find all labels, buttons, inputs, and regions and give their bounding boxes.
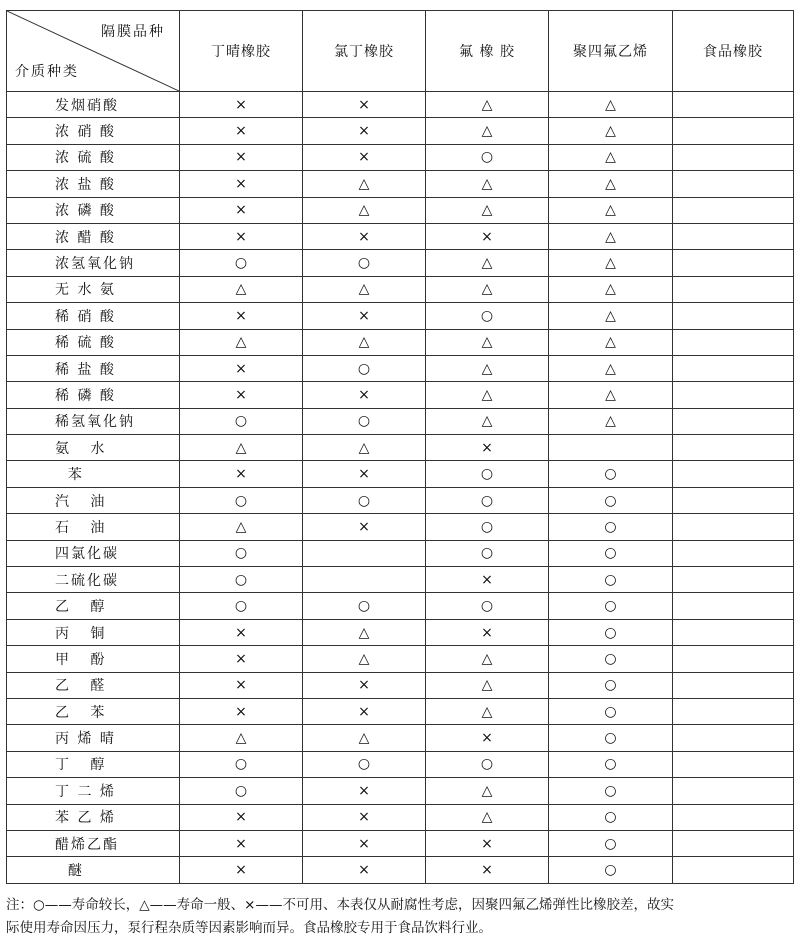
rating-cell: △ <box>549 355 673 381</box>
column-header: 氯丁橡胶 <box>303 11 426 92</box>
rating-cell: ○ <box>426 593 549 619</box>
rating-cell: △ <box>426 672 549 698</box>
rating-cell: × <box>303 672 426 698</box>
rating-cell: △ <box>303 435 426 461</box>
table-row <box>7 698 794 724</box>
rating-cell: ○ <box>549 830 673 856</box>
table-row <box>7 329 794 355</box>
table-row <box>7 171 794 197</box>
rating-cell: △ <box>426 92 549 118</box>
rating-cell: △ <box>303 646 426 672</box>
rating-cell: × <box>180 672 303 698</box>
medium-cell: 丙 铜 <box>7 619 180 645</box>
rating-cell <box>673 250 794 276</box>
rating-cell: × <box>180 92 303 118</box>
rating-cell: × <box>180 118 303 144</box>
medium-cell: 稀 硫 酸 <box>7 329 180 355</box>
rating-cell <box>673 487 794 513</box>
rating-cell: ○ <box>303 408 426 434</box>
medium-cell: 浓 硫 酸 <box>7 144 180 170</box>
table-row <box>7 857 794 883</box>
rating-cell: △ <box>303 725 426 751</box>
rating-cell <box>673 830 794 856</box>
table-row <box>7 303 794 329</box>
rating-cell: × <box>303 778 426 804</box>
table-row <box>7 118 794 144</box>
rating-cell: × <box>303 223 426 249</box>
medium-cell: 石 油 <box>7 514 180 540</box>
column-header: 丁晴橡胶 <box>180 11 303 92</box>
rating-cell: ○ <box>549 646 673 672</box>
rating-cell <box>673 778 794 804</box>
rating-cell <box>549 435 673 461</box>
medium-cell: 浓 硝 酸 <box>7 118 180 144</box>
table-row <box>7 408 794 434</box>
rating-cell: ○ <box>426 487 549 513</box>
medium-cell: 汽 油 <box>7 487 180 513</box>
rating-cell: △ <box>549 250 673 276</box>
rating-cell: △ <box>549 92 673 118</box>
rating-cell: × <box>180 197 303 223</box>
rating-cell <box>673 540 794 566</box>
table-row <box>7 276 794 302</box>
medium-cell: 醋烯乙酯 <box>7 830 180 856</box>
column-header: 聚四氟乙烯 <box>549 11 673 92</box>
table-row <box>7 619 794 645</box>
rating-cell <box>673 408 794 434</box>
medium-cell: 浓 盐 酸 <box>7 171 180 197</box>
rating-cell: ○ <box>180 567 303 593</box>
rating-cell <box>673 382 794 408</box>
corner-bottom-label: 介质种类 <box>15 64 79 80</box>
footnote <box>6 894 796 940</box>
rating-cell: × <box>303 830 426 856</box>
rating-cell <box>673 276 794 302</box>
rating-cell: ○ <box>303 355 426 381</box>
rating-cell: ○ <box>549 857 673 883</box>
medium-cell: 乙 醇 <box>7 593 180 619</box>
table-row <box>7 197 794 223</box>
rating-cell: △ <box>426 355 549 381</box>
rating-cell: △ <box>180 435 303 461</box>
rating-cell: △ <box>180 725 303 751</box>
rating-cell: ○ <box>303 487 426 513</box>
rating-cell: △ <box>180 276 303 302</box>
rating-cell <box>673 646 794 672</box>
compatibility-table <box>6 10 794 884</box>
rating-cell: ○ <box>549 778 673 804</box>
rating-cell: ○ <box>180 751 303 777</box>
table-row <box>7 514 794 540</box>
rating-cell: ○ <box>180 593 303 619</box>
rating-cell: × <box>180 382 303 408</box>
rating-cell <box>673 223 794 249</box>
table-row <box>7 725 794 751</box>
table-row <box>7 223 794 249</box>
rating-cell: △ <box>426 804 549 830</box>
rating-cell <box>673 857 794 883</box>
rating-cell: × <box>180 461 303 487</box>
rating-cell <box>673 197 794 223</box>
rating-cell: ○ <box>426 751 549 777</box>
rating-cell <box>673 725 794 751</box>
table-row <box>7 778 794 804</box>
rating-cell: × <box>180 804 303 830</box>
rating-cell <box>673 804 794 830</box>
rating-cell: × <box>180 355 303 381</box>
table-body <box>7 92 794 884</box>
rating-cell: △ <box>426 197 549 223</box>
rating-cell: △ <box>426 382 549 408</box>
rating-cell <box>673 593 794 619</box>
rating-cell <box>673 435 794 461</box>
rating-cell: △ <box>549 197 673 223</box>
rating-cell: △ <box>426 408 549 434</box>
rating-cell: × <box>180 857 303 883</box>
table-row <box>7 487 794 513</box>
rating-cell: × <box>303 804 426 830</box>
table-row <box>7 672 794 698</box>
table-row <box>7 92 794 118</box>
medium-cell: 浓 磷 酸 <box>7 197 180 223</box>
rating-cell: ○ <box>426 303 549 329</box>
medium-cell: 浓 醋 酸 <box>7 223 180 249</box>
medium-cell: 二硫化碳 <box>7 567 180 593</box>
table-row <box>7 830 794 856</box>
rating-cell: × <box>180 830 303 856</box>
rating-cell <box>673 698 794 724</box>
rating-cell: ○ <box>549 619 673 645</box>
rating-cell: × <box>303 461 426 487</box>
rating-cell <box>673 92 794 118</box>
rating-cell: △ <box>426 276 549 302</box>
rating-cell: ○ <box>426 514 549 540</box>
medium-cell: 稀 硝 酸 <box>7 303 180 329</box>
rating-cell <box>673 514 794 540</box>
rating-cell: ○ <box>426 461 549 487</box>
table-row <box>7 593 794 619</box>
medium-cell: 发烟硝酸 <box>7 92 180 118</box>
medium-cell: 甲 酚 <box>7 646 180 672</box>
rating-cell: ○ <box>549 514 673 540</box>
table-row <box>7 144 794 170</box>
rating-cell <box>673 144 794 170</box>
rating-cell: ○ <box>549 487 673 513</box>
corner-header-cell <box>7 11 180 92</box>
rating-cell: × <box>426 567 549 593</box>
rating-cell: △ <box>549 223 673 249</box>
rating-cell <box>673 355 794 381</box>
rating-cell <box>673 461 794 487</box>
rating-cell <box>673 567 794 593</box>
rating-cell: ○ <box>426 144 549 170</box>
rating-cell: △ <box>549 118 673 144</box>
rating-cell: ○ <box>180 408 303 434</box>
header-row <box>7 11 794 92</box>
footnote-line: 注：○——寿命较长，△——寿命一般、×——不可用、本表仅从耐腐性考虑，因聚四氟乙烯弹性比橡胶差，故实 <box>6 897 674 913</box>
rating-cell: △ <box>303 171 426 197</box>
rating-cell: ○ <box>549 567 673 593</box>
rating-cell: ○ <box>549 725 673 751</box>
rating-cell: × <box>303 514 426 540</box>
footnote-line: 际使用寿命因压力，泵行程杂质等因素影响而异。食品橡胶专用于食品饮料行业。 <box>6 920 492 936</box>
medium-cell: 乙 苯 <box>7 698 180 724</box>
column-header: 食品橡胶 <box>673 11 794 92</box>
rating-cell: × <box>303 698 426 724</box>
rating-cell: × <box>426 725 549 751</box>
rating-cell: × <box>426 857 549 883</box>
rating-cell <box>673 672 794 698</box>
rating-cell: × <box>303 303 426 329</box>
table-row <box>7 567 794 593</box>
rating-cell: △ <box>426 778 549 804</box>
rating-cell: △ <box>426 118 549 144</box>
medium-cell: 无 水 氨 <box>7 276 180 302</box>
rating-cell: ○ <box>180 778 303 804</box>
rating-cell: × <box>180 303 303 329</box>
rating-cell: × <box>303 118 426 144</box>
rating-cell: × <box>426 435 549 461</box>
rating-cell: △ <box>180 329 303 355</box>
rating-cell: × <box>426 830 549 856</box>
rating-cell: × <box>180 171 303 197</box>
rating-cell <box>303 567 426 593</box>
rating-cell: × <box>303 382 426 408</box>
rating-cell <box>673 171 794 197</box>
rating-cell: △ <box>426 171 549 197</box>
rating-cell <box>673 751 794 777</box>
rating-cell: ○ <box>180 250 303 276</box>
table-row <box>7 646 794 672</box>
rating-cell: ○ <box>426 540 549 566</box>
rating-cell: ○ <box>303 593 426 619</box>
table-row <box>7 435 794 461</box>
rating-cell: △ <box>549 408 673 434</box>
rating-cell: △ <box>549 382 673 408</box>
rating-cell: ○ <box>180 540 303 566</box>
medium-cell: 丁 二 烯 <box>7 778 180 804</box>
rating-cell: ○ <box>549 672 673 698</box>
medium-cell: 稀氢氧化钠 <box>7 408 180 434</box>
rating-cell: ○ <box>549 461 673 487</box>
rating-cell: × <box>303 92 426 118</box>
medium-cell: 苯 <box>7 461 180 487</box>
table-row <box>7 382 794 408</box>
table-row <box>7 540 794 566</box>
rating-cell: ○ <box>549 540 673 566</box>
rating-cell: ○ <box>549 593 673 619</box>
table-row <box>7 804 794 830</box>
rating-cell: △ <box>549 276 673 302</box>
rating-cell: × <box>180 144 303 170</box>
rating-cell: △ <box>426 698 549 724</box>
medium-cell: 稀 盐 酸 <box>7 355 180 381</box>
rating-cell: ○ <box>303 250 426 276</box>
rating-cell <box>673 619 794 645</box>
rating-cell: × <box>180 619 303 645</box>
table-row <box>7 355 794 381</box>
rating-cell: ○ <box>549 751 673 777</box>
rating-cell: △ <box>426 250 549 276</box>
medium-cell: 氨 水 <box>7 435 180 461</box>
rating-cell <box>303 540 426 566</box>
rating-cell: ○ <box>303 751 426 777</box>
rating-cell <box>673 118 794 144</box>
column-header: 氟 橡 胶 <box>426 11 549 92</box>
rating-cell: △ <box>549 329 673 355</box>
rating-cell: △ <box>303 197 426 223</box>
rating-cell: ○ <box>549 698 673 724</box>
medium-cell: 苯 乙 烯 <box>7 804 180 830</box>
rating-cell: △ <box>426 646 549 672</box>
rating-cell: △ <box>180 514 303 540</box>
medium-cell: 稀 磷 酸 <box>7 382 180 408</box>
rating-cell: × <box>303 144 426 170</box>
rating-cell: × <box>426 223 549 249</box>
medium-cell: 丁 醇 <box>7 751 180 777</box>
rating-cell: × <box>180 646 303 672</box>
rating-cell: △ <box>426 329 549 355</box>
rating-cell: × <box>426 619 549 645</box>
rating-cell: ○ <box>549 804 673 830</box>
rating-cell: × <box>180 698 303 724</box>
rating-cell: △ <box>303 619 426 645</box>
corner-top-label: 隔膜品种 <box>101 24 165 40</box>
table-row <box>7 461 794 487</box>
rating-cell: △ <box>549 303 673 329</box>
rating-cell: ○ <box>180 487 303 513</box>
medium-cell: 乙 醛 <box>7 672 180 698</box>
table-row <box>7 751 794 777</box>
medium-cell: 四氯化碳 <box>7 540 180 566</box>
medium-cell: 丙 烯 晴 <box>7 725 180 751</box>
rating-cell: △ <box>303 329 426 355</box>
rating-cell: △ <box>549 144 673 170</box>
medium-cell: 醚 <box>7 857 180 883</box>
rating-cell: × <box>180 223 303 249</box>
rating-cell: × <box>303 857 426 883</box>
rating-cell: △ <box>303 276 426 302</box>
rating-cell <box>673 329 794 355</box>
medium-cell: 浓氢氧化钠 <box>7 250 180 276</box>
rating-cell: △ <box>549 171 673 197</box>
table-row <box>7 250 794 276</box>
rating-cell <box>673 303 794 329</box>
